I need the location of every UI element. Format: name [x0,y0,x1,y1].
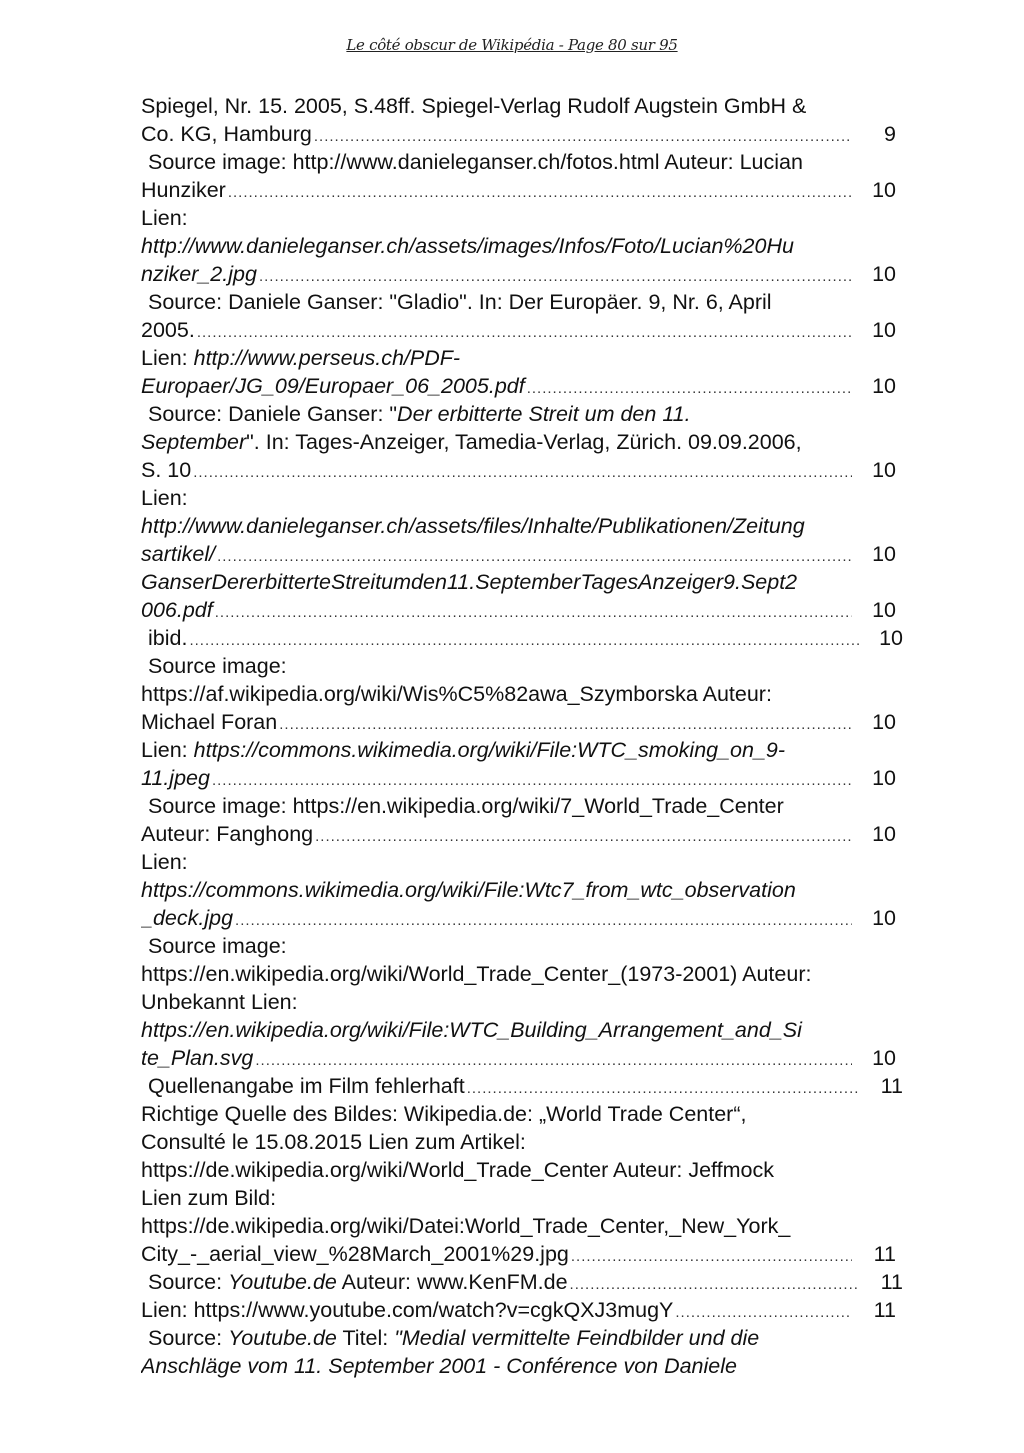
leader-dots [215,599,852,624]
leader-dots [571,1243,852,1268]
page-number: 10 [872,542,896,566]
text-line: Source image: [148,654,287,678]
text-segment: Source: [148,1270,229,1294]
index-entry [141,1044,896,1072]
entry-text: City_-_aerial_view_%28March_2001%29.jpg [141,1242,569,1266]
entry-text: Quellenangabe im Film fehlerhaft [148,1074,465,1098]
page-number: 10 [872,906,896,930]
title-text: Der erbitterte Streit um den 11. [397,402,691,426]
index-entry [141,456,896,484]
leader-dots [235,907,852,932]
text-line: Unbekannt Lien: [141,990,298,1014]
page-number: 10 [872,262,896,286]
index-entry [141,540,896,568]
index-entry [141,372,896,400]
leader-dots [279,711,852,736]
entry-text: Auteur: Fanghong [141,822,314,846]
page-number: 10 [872,458,896,482]
link-line: http://www.danieleganser.ch/assets/files/Inhalte/Publikationen/Zeitung [141,514,805,538]
index-entry [141,708,896,736]
text-line: https://de.wikipedia.org/wiki/Datei:World_Trade_Center,_New_York_ [141,1214,791,1238]
text-line: Source image: [148,934,287,958]
entry-text: nziker_2.jpg [141,262,257,286]
entry-text [148,1268,568,1296]
entry-text: ibid. [148,626,188,650]
text-line [141,736,901,764]
index-entry [141,904,896,932]
link-text: https://commons.wikimedia.org/wiki/File:WTC_smoking_on_9- [193,738,786,762]
text-line: Lien: [141,486,188,510]
index-entry [141,1268,903,1296]
index-entry [141,764,896,792]
text-line: https://en.wikipedia.org/wiki/World_Trade_Center_(1973-2001) Auteur: [141,962,812,986]
label: Lien: [141,346,194,370]
page-number: 10 [872,598,896,622]
leader-dots [467,1075,859,1100]
page-number: 10 [872,178,896,202]
entry-text: 11.jpeg [141,766,210,790]
page-number: 10 [872,1046,896,1070]
text-line: Richtige Quelle des Bildes: Wikipedia.de: „World Trade Center“, [141,1102,747,1126]
leader-dots [217,543,852,568]
text-line: Lien: [141,206,188,230]
text-segment: Auteur: www.KenFM.de [336,1270,568,1294]
text-line [141,1324,901,1352]
index-entry [141,316,896,344]
page-number: 9 [884,122,896,146]
text-line: Consulté le 15.08.2015 Lien zum Artikel: [141,1130,526,1154]
entry-text: 006.pdf [141,598,213,622]
entry-text: Co. KG, Hamburg [141,122,312,146]
link-line: https://en.wikipedia.org/wiki/File:WTC_Building_Arrangement_and_Si [141,1018,802,1042]
text-line: Spiegel, Nr. 15. 2005, S.48ff. Spiegel-Verlag Rudolf Augstein GmbH & [141,94,807,118]
entry-text: Hunziker [141,178,226,202]
link-line: https://commons.wikimedia.org/wiki/File:Wtc7_from_wtc_observation [141,878,796,902]
index-entry [141,176,896,204]
index-entry [141,120,896,148]
link-text: http://www.perseus.ch/PDF- [193,346,461,370]
leader-dots [527,375,852,400]
source-name: Youtube.de [228,1270,337,1294]
entry-text: Lien: https://www.youtube.com/watch?v=cgkQXJ3mugY [141,1298,674,1322]
page-number: 10 [879,626,903,650]
index-entry [141,1240,896,1268]
page-number: 11 [880,1074,903,1098]
link-line: GanserDererbitterteStreitumden11.SeptemberTagesAnzeiger9.Sept2 [141,570,798,594]
entry-text: te_Plan.svg [141,1046,254,1070]
leader-dots [315,823,852,848]
entry-text: _deck.jpg [141,906,234,930]
index-content [141,92,901,1380]
text-line: Anschläge vom 11. September 2001 - Conférence von Daniele [141,1354,737,1378]
page-number: 10 [872,374,896,398]
leader-dots [228,179,852,204]
index-entry [141,260,896,288]
leader-dots [193,459,852,484]
index-entry [141,624,903,652]
text-line [141,428,901,456]
leader-dots [675,1299,852,1324]
title-text: "Medial vermittelte Feindbilder und die [394,1326,760,1350]
leader-dots [314,123,852,148]
title-text: September [141,430,247,454]
text-line: Source: Daniele Ganser: "Gladio". In: Der Europäer. 9, Nr. 6, April [148,290,772,314]
text-segment: Titel: [336,1326,395,1350]
leader-dots [255,1047,852,1072]
text-line: Source image: https://en.wikipedia.org/wiki/7_World_Trade_Center [148,794,784,818]
index-entry [141,596,896,624]
text-line [141,344,901,372]
page-number: 10 [872,318,896,342]
link-line: http://www.danieleganser.ch/assets/images/Infos/Foto/Lucian%20Hu [141,234,794,258]
page-number: 10 [872,766,896,790]
page-number: 10 [872,822,896,846]
leader-dots [189,627,859,652]
leader-dots [197,319,852,344]
entry-text: S. 10 [141,458,192,482]
label: Lien: [141,738,194,762]
text-segment: Source: [148,1326,229,1350]
page-number: 10 [872,710,896,734]
leader-dots [259,263,852,288]
text-line: https://de.wikipedia.org/wiki/World_Trade_Center Auteur: Jeffmock [141,1158,774,1182]
text-line: Lien zum Bild: [141,1186,277,1210]
index-entry [141,820,896,848]
leader-dots [212,767,852,792]
page-number: 11 [880,1270,903,1294]
index-entry [141,1296,896,1324]
text-segment: ". In: Tages-Anzeiger, Tamedia-Verlag, Zürich. 09.09.2006, [246,430,802,454]
page-header: Le côté obscur de Wikipédia - Page 80 sur 95 [346,36,678,54]
entry-text: sartikel/ [141,542,216,566]
entry-text: Europaer/JG_09/Europaer_06_2005.pdf [141,374,525,398]
entry-text: 2005. [141,318,195,342]
text-line: Lien: [141,850,188,874]
text-segment: Source: Daniele Ganser: " [148,402,398,426]
page-number: 11 [873,1298,896,1322]
page-number: 11 [873,1242,896,1266]
text-line [141,400,901,428]
index-entry [141,1072,903,1100]
text-line: https://af.wikipedia.org/wiki/Wis%C5%82awa_Szymborska Auteur: [141,682,772,706]
source-name: Youtube.de [228,1326,337,1350]
text-line: Source image: http://www.danieleganser.ch/fotos.html Auteur: Lucian [148,150,803,174]
leader-dots [570,1271,859,1296]
entry-text: Michael Foran [141,710,278,734]
